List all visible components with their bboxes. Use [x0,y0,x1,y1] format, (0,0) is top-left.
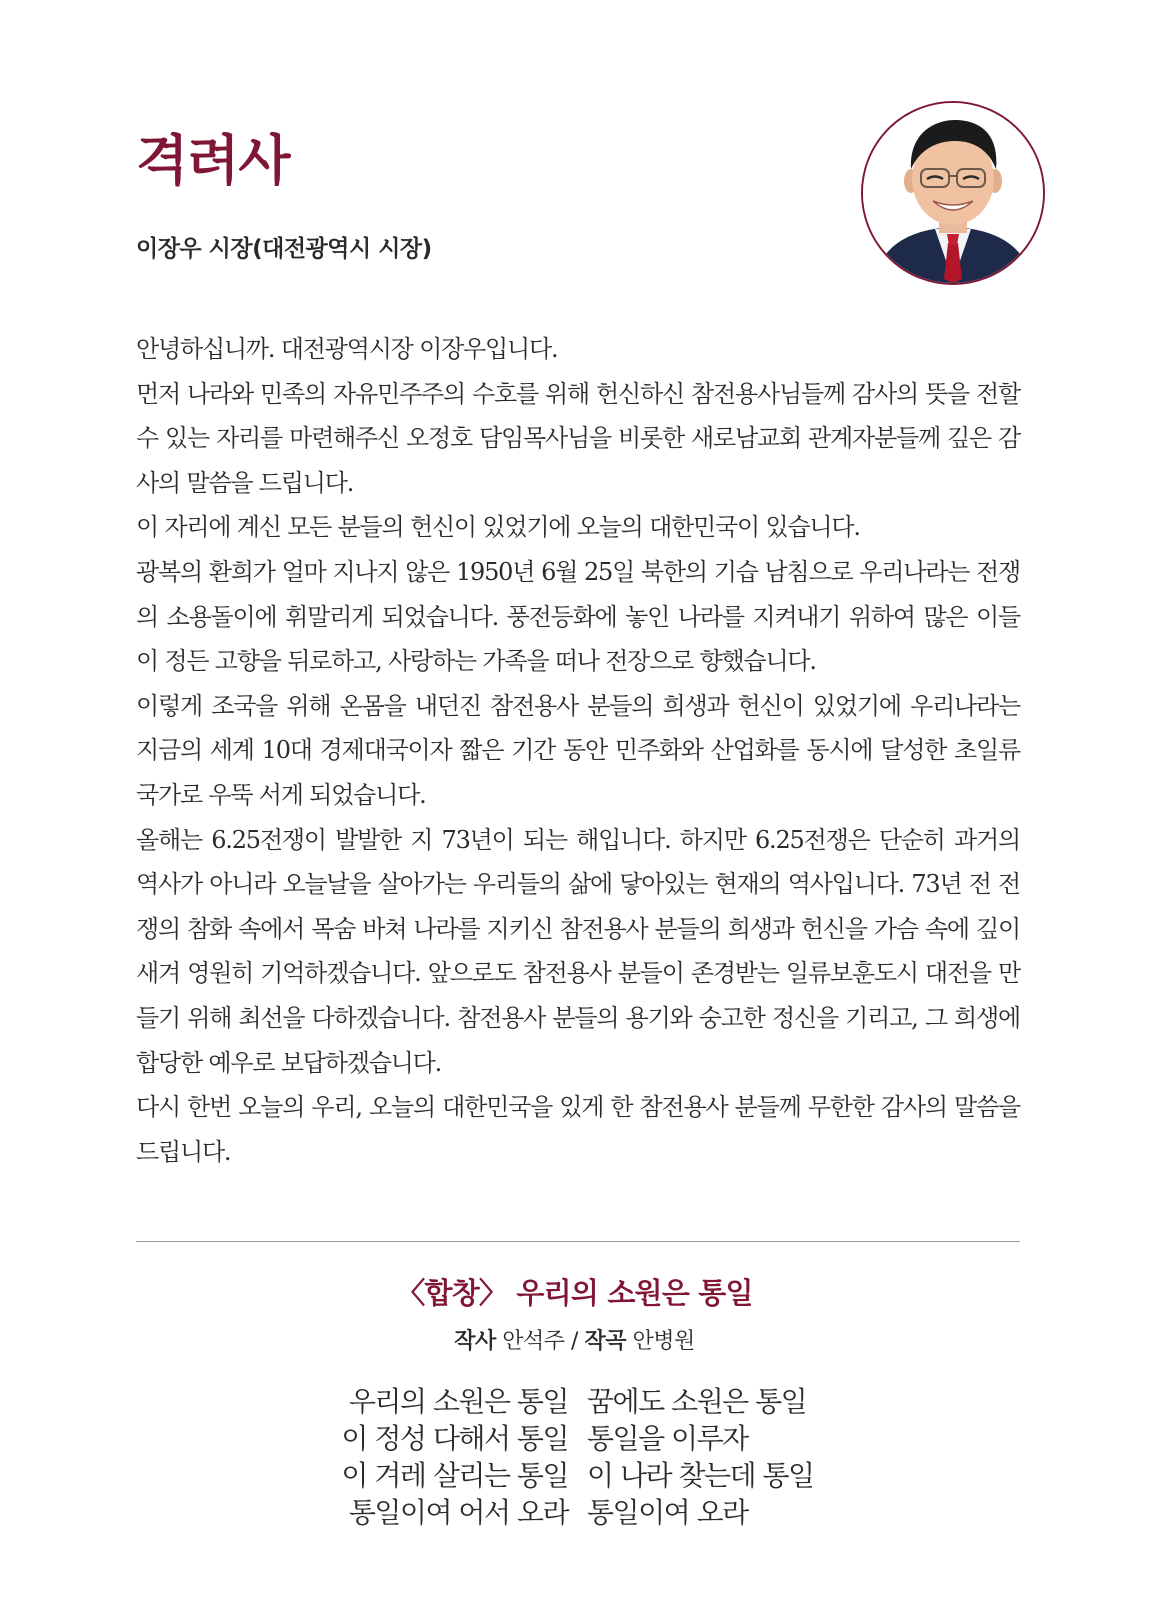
page-title: 격려사 [136,129,290,192]
song-title: 〈합창〉 우리의 소원은 통일 [396,1276,753,1310]
lyric-line: 꿈에도 소원은 통일 [587,1385,807,1418]
lyrics-right-column [587,1383,867,1531]
lyricist-role: 작사 [454,1329,496,1354]
author-line: 이장우 시장(대전광역시 시장) [136,236,432,262]
speech-paragraph: 안녕하십니까. 대전광역시장 이장우입니다. [136,335,558,363]
speech-paragraph: 먼저 나라와 민족의 자유민주주의 수호를 위해 헌신하신 참전용사님들께 감사의 뜻을 전할 수 있는 자리를 마련해주신 오정호 담임목사님을 비롯한 새로남교회 관계자분들께 깊은 감사의 말씀을 드립니다. [136,379,1020,497]
lyric-line: 이 겨레 살리는 통일 [341,1459,568,1492]
composer-role: 작곡 [584,1329,626,1354]
composer-name: 안병원 [632,1329,695,1354]
lyric-line: 통일이여 어서 오라 [348,1496,568,1529]
lyrics-left-column [318,1383,568,1531]
lyric-line: 통일이여 오라 [587,1496,748,1529]
lyric-line: 통일을 이루자 [587,1422,748,1455]
section-divider [136,1241,1020,1242]
lyric-line: 우리의 소원은 통일 [348,1385,568,1418]
lyric-line: 이 정성 다해서 통일 [341,1422,568,1455]
speech-paragraph: 올해는 6.25전쟁이 발발한 지 73년이 되는 해입니다. 하지만 6.25전쟁은 단순히 과거의 역사가 아니라 오늘날을 살아가는 우리들의 삶에 닿아있는 현재의 역사입니다. 73년 전 전쟁의 참화 속에서 목숨 바쳐 나라를 지키신 참전용사 분들의 희생과 헌신을 가슴 속에 깊이 새겨 영원히 기억하겠습니다. 앞으로도 참전용사 분들이 존경받는 일류보훈도시 대전을 만들기 위해 최선을 다하겠습니다. 참전용사 분들의 용기와 숭고한 정신을 기리고, 그 희생에 합당한 예우로 보답하겠습니다. [136,825,1020,1077]
credits-separator: / [571,1329,578,1354]
speech-paragraph: 이 자리에 계신 모든 분들의 헌신이 있었기에 오늘의 대한민국이 있습니다. [136,513,860,542]
portrait-illustration [863,103,1043,283]
speech-paragraph: 광복의 환희가 얼마 지나지 않은 1950년 6월 25일 북한의 기습 남침으로 우리나라는 전쟁의 소용돌이에 휘말리게 되었습니다. 풍전등화에 놓인 나라를 지켜내기 위하여 많은 이들이 정든 고향을 뒤로하고, 사랑하는 가족을 떠나 전장으로 향했습니다. [136,557,1020,676]
speech-body [136,327,1020,1174]
song-credits [0,1325,1149,1359]
speech-paragraph: 이렇게 조국을 위해 온몸을 내던진 참전용사 분들의 희생과 헌신이 있었기에 우리나라는 지금의 세계 10대 경제대국이자 짧은 기간 동안 민주화와 산업화를 동시에 달성한 초일류국가로 우뚝 서게 되었습니다. [136,691,1020,809]
speech-paragraph: 다시 한번 오늘의 우리, 오늘의 대한민국을 있게 한 참전용사 분들께 무한한 감사의 말씀을 드립니다. [136,1093,1020,1166]
lyricist-name: 안석주 [502,1329,565,1354]
lyric-line: 이 나라 찾는데 통일 [587,1459,814,1492]
author-portrait [861,101,1045,285]
